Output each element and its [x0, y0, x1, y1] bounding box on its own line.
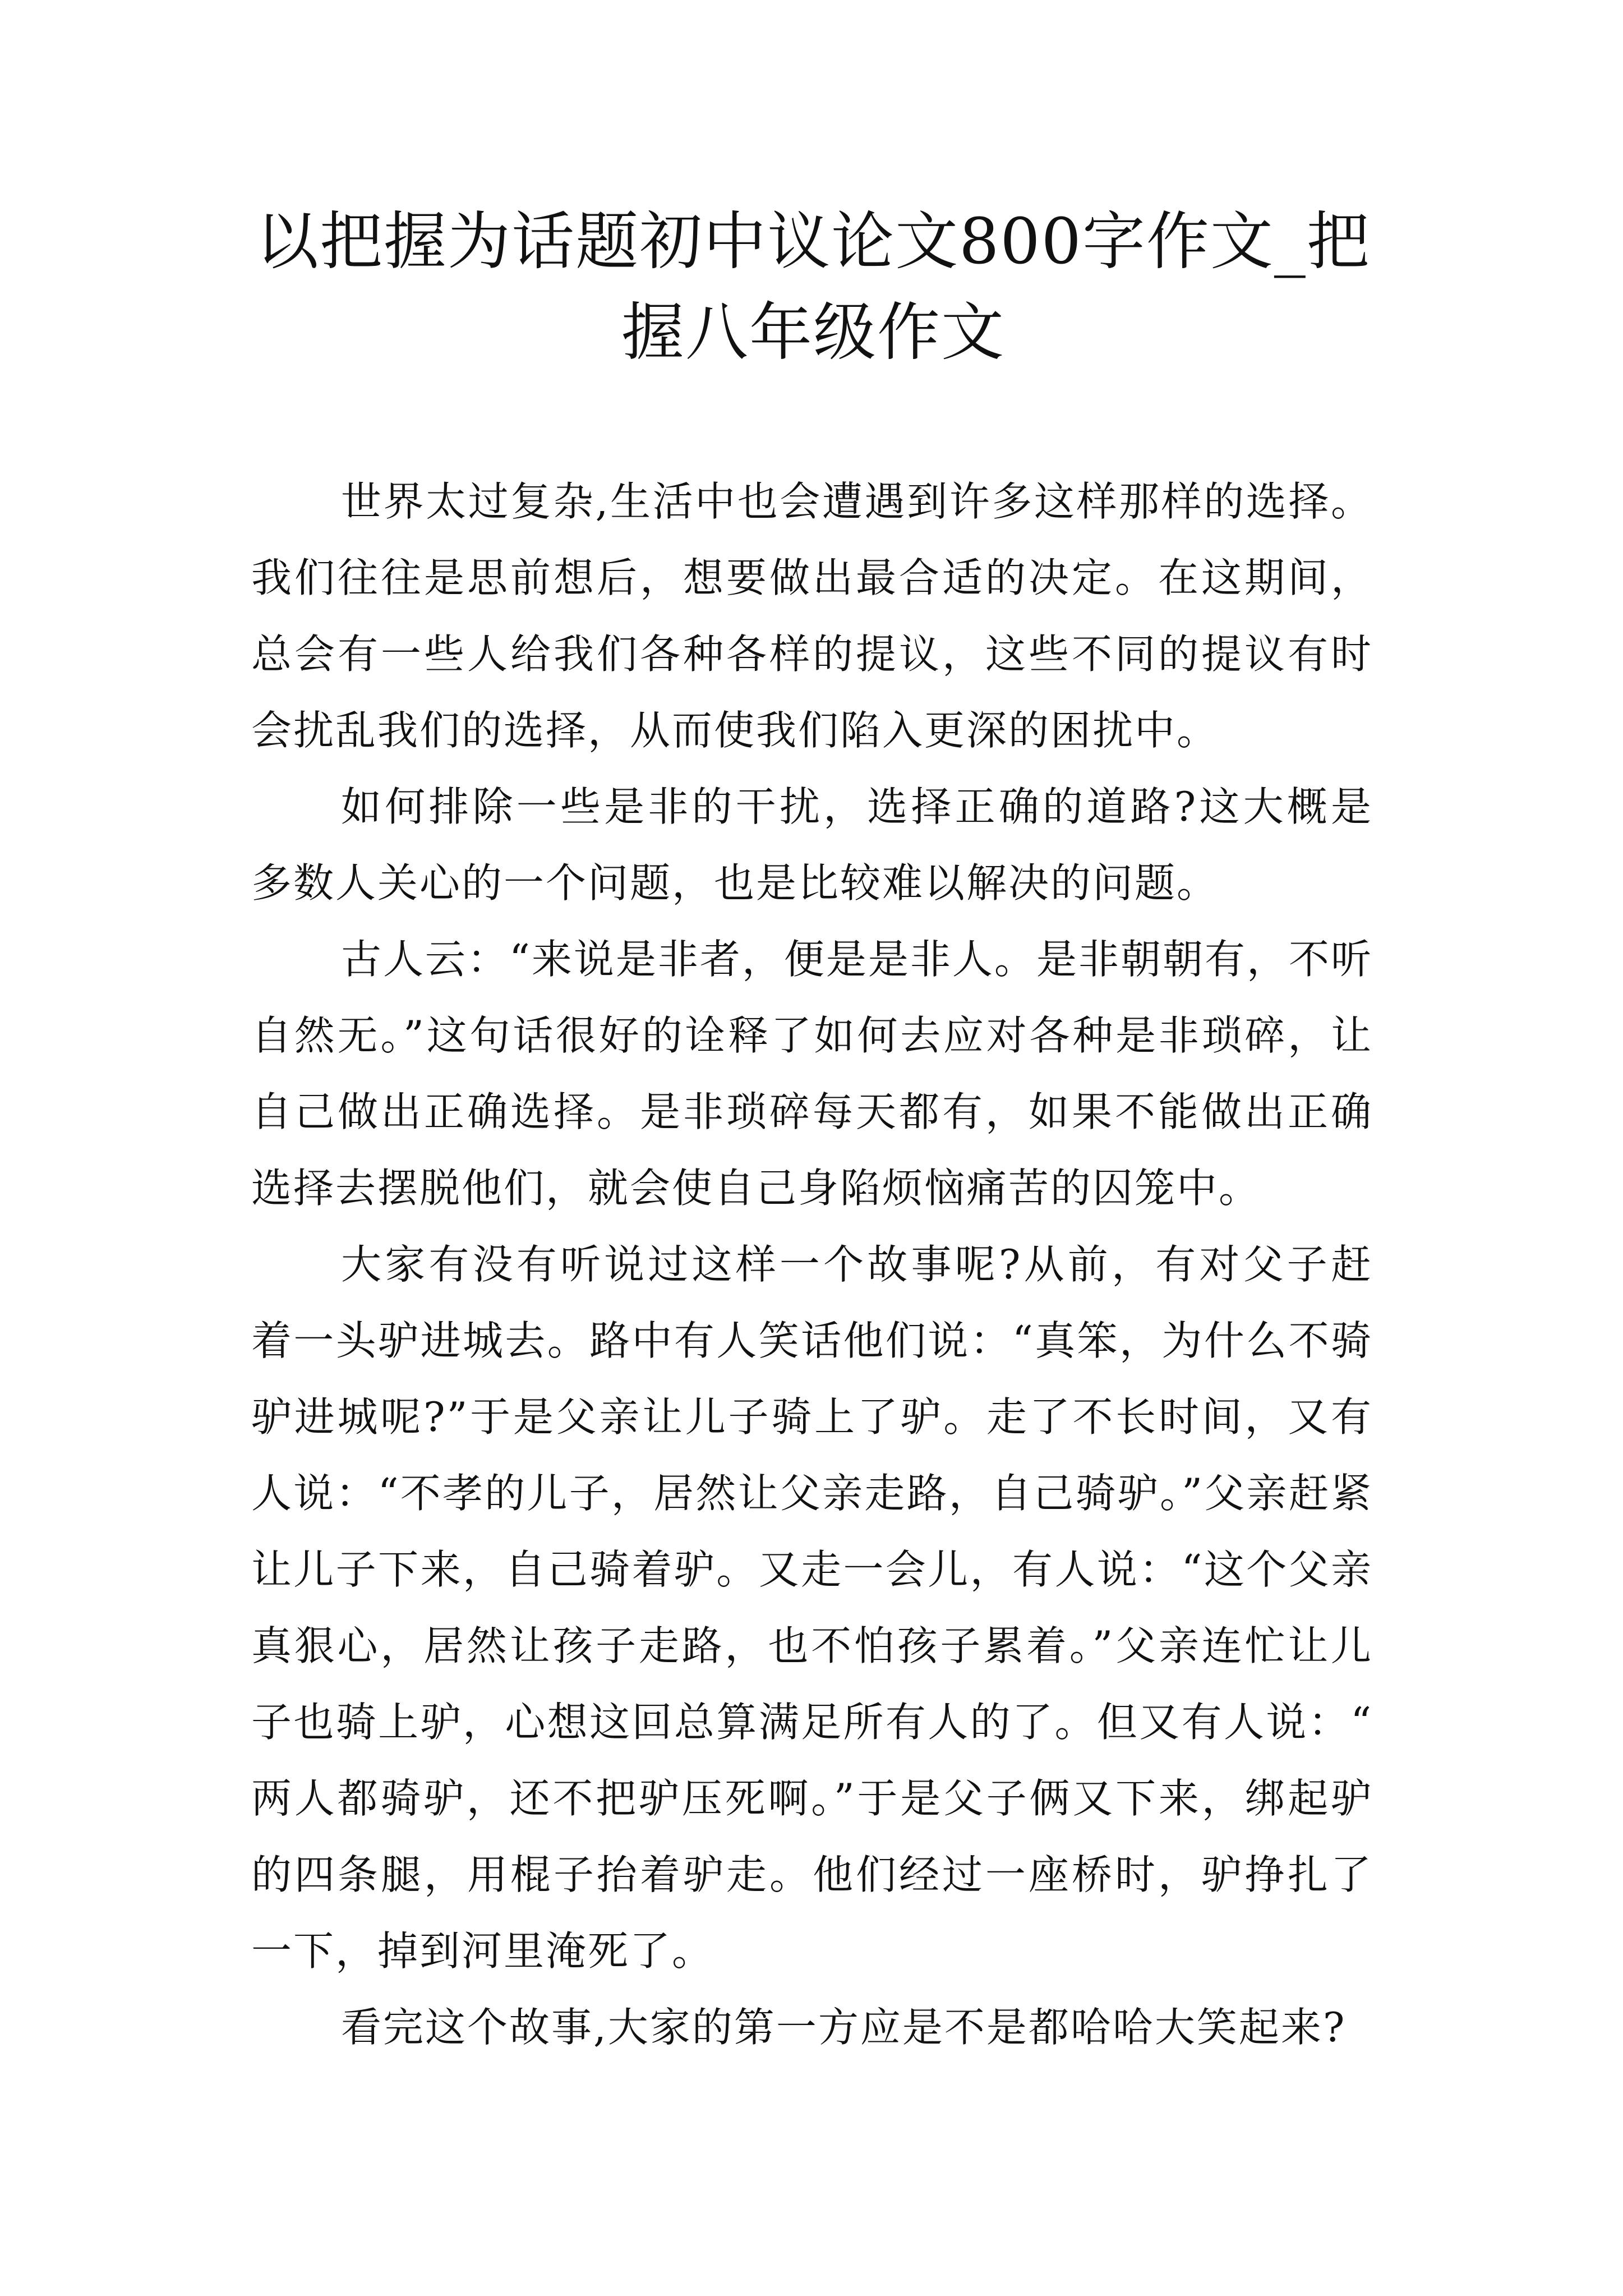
- paragraph-3: 古人云：“来说是非者，便是是非人。是非朝朝有，不听自然无。”这句话很好的诠释了如何去应对各种是非琐碎，让自己做出正确选择。是非琐碎每天都有，如果不能做出正确选择去摆脱他们，就会使自己身陷烦恼痛苦的囚笼中。: [251, 936, 1373, 1212]
- document-title: 以把握为话题初中议论文800字作文_把握八年级作文: [256, 205, 1371, 369]
- paragraph-2: 如何排除一些是非的干扰，选择正确的道路?这大概是多数人关心的一个问题，也是比较难以解决的问题。: [251, 783, 1373, 907]
- paragraph-5: 看完这个故事,大家的第一方应是不是都哈哈大笑起来?: [341, 2004, 1347, 2051]
- paragraph-4: 大家有没有听说过这样一个故事呢?从前，有对父子赶着一头驴进城去。路中有人笑话他们说：“真笨，为什么不骑驴进城呢?”于是父亲让儿子骑上了驴。走了不长时间，又有人说：“不孝的儿子，居然让父亲走路，自己骑驴。”父亲赶紧让儿子下来，自己骑着驴。又走一会儿，有人说：“这个父亲真狠心，居然让孩子走路，也不怕孩子累着。”父亲连忙让儿子也骑上驴，心想这回总算满足所有人的了。但又有人说：“两人都骑驴，还不把驴压死啊。”于是父子俩又下来，绑起驴的四条腿，用棍子抬着驴走。他们经过一座桥时，驴挣扎了一下，掉到河里淹死了。: [251, 1241, 1373, 1975]
- document-body: [251, 463, 1373, 2065]
- paragraph-1: 世界太过复杂,生活中也会遭遇到许多这样那样的选择。我们往往是思前想后，想要做出最合适的决定。在这期间，总会有一些人给我们各种各样的提议，这些不同的提议有时会扰乱我们的选择，从而使我们陷入更深的困扰中。: [251, 478, 1373, 754]
